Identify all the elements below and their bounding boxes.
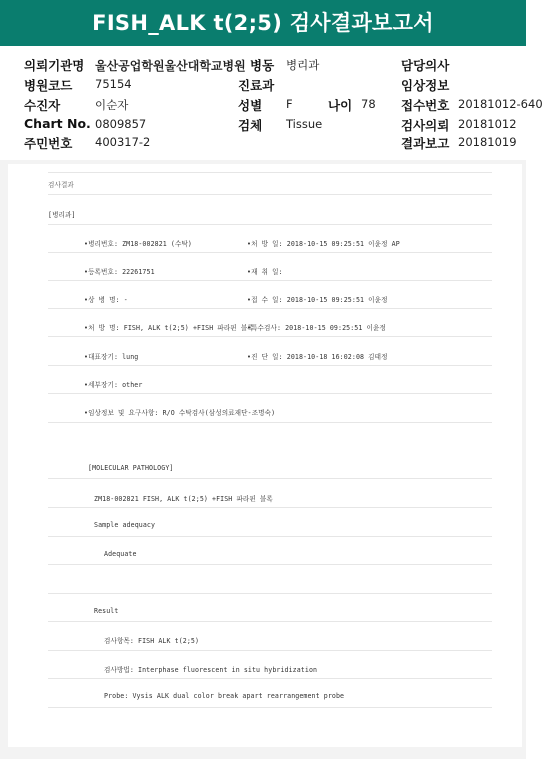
prescription-date: •처 방 일: 2018-10-15 09:25:51 이윤정 AP xyxy=(247,240,400,248)
rrn-value: 400317-2 xyxy=(95,135,151,149)
institution-value: 울산공업학원울산대학교병원 xyxy=(95,59,246,73)
age-label: 나이 xyxy=(328,98,353,113)
probe-description: Probe: Vysis ALK dual color break apart rearrangement probe xyxy=(104,692,345,700)
report-header xyxy=(0,54,543,154)
molecular-case-line: ZM18-002821 FISH, ALK t(2;5) +FISH 파라핀 블록 xyxy=(94,495,273,503)
diagnosis-date: •진 단 일: 2018-10-18 16:02:08 김태정 xyxy=(247,353,388,361)
report-title-banner xyxy=(0,0,526,46)
request-date-value: 20181012 xyxy=(458,117,517,131)
dept-label: 진료과 xyxy=(238,78,275,93)
hospital-code-label: 병원코드 xyxy=(24,78,73,93)
sub-organ: •세부장기: other xyxy=(84,381,143,389)
pathology-number: •병리번호: ZM18-002821 (수탁) xyxy=(84,240,193,248)
rrn-label: 주민번호 xyxy=(24,136,73,151)
registration-number: •등록번호: 22261751 xyxy=(84,268,155,276)
disease-name: •상 병 명: - xyxy=(84,296,128,304)
divider xyxy=(48,194,492,195)
representative-organ: •대표장기: lung xyxy=(84,353,139,361)
sex-value: F xyxy=(286,97,293,111)
molecular-pathology-header: [MOLECULAR PATHOLOGY] xyxy=(88,464,174,472)
divider xyxy=(48,564,492,565)
patient-value: 이순자 xyxy=(95,98,129,112)
divider xyxy=(48,280,492,281)
receipt-no-value: 20181012-640 xyxy=(458,97,543,111)
result-section-label: 검사결과 xyxy=(48,181,74,189)
chart-no-label: Chart No. xyxy=(24,116,91,131)
ward-label: 병동 xyxy=(250,58,275,73)
ward-value: 병리과 xyxy=(286,58,320,72)
scanned-report-page xyxy=(8,164,522,747)
divider xyxy=(48,678,492,679)
divider xyxy=(48,593,492,594)
report-date-label: 결과보고 xyxy=(401,136,450,151)
doctor-label: 담당의사 xyxy=(401,58,450,73)
divider xyxy=(48,422,492,423)
department-tag: [병리과] xyxy=(48,211,76,219)
special-test: •특수검사: 2018-10-15 09:25:51 이윤정 xyxy=(247,324,386,332)
clinical-info-label: 임상정보 xyxy=(401,78,450,93)
specimen-label: 검체 xyxy=(238,118,263,133)
hospital-code-value: 75154 xyxy=(95,77,132,91)
age-value: 78 xyxy=(361,97,376,111)
divider xyxy=(48,224,492,225)
divider xyxy=(48,621,492,622)
test-method: 검사방법: Interphase fluorescent in situ hybridization xyxy=(104,666,318,674)
divider xyxy=(48,536,492,537)
divider xyxy=(48,172,492,173)
request-date-label: 검사의뢰 xyxy=(401,118,450,133)
report-title: FISH_ALK t(2;5) 검사결과보고서 xyxy=(92,11,434,35)
sample-adequacy-label: Sample adequacy xyxy=(94,521,156,529)
order-name: •처 방 명: FISH, ALK t(2;5) +FISH 파라핀 블록 xyxy=(84,324,254,332)
specimen-value: Tissue xyxy=(286,117,323,131)
divider xyxy=(48,308,492,309)
divider xyxy=(48,252,492,253)
divider xyxy=(48,393,492,394)
clinical-requirements: •임상정보 및 요구사항: R/O 수탁검사(삼성의료재단-조명숙) xyxy=(84,409,276,417)
sample-adequacy-value: Adequate xyxy=(104,550,137,558)
result-label: Result xyxy=(94,607,119,615)
test-item: 검사항목: FISH ALK t(2;5) xyxy=(104,637,200,645)
institution-label: 의뢰기관명 xyxy=(24,58,85,73)
patient-label: 수진자 xyxy=(24,98,61,113)
divider xyxy=(48,365,492,366)
divider xyxy=(48,650,492,651)
divider xyxy=(48,336,492,337)
receipt-date: •접 수 일: 2018-10-15 09:25:51 이윤정 xyxy=(247,296,388,304)
divider xyxy=(48,478,492,479)
report-date-value: 20181019 xyxy=(458,135,517,149)
collection-date: •재 취 일: xyxy=(247,268,283,276)
divider xyxy=(48,707,492,708)
receipt-no-label: 접수번호 xyxy=(401,98,450,113)
sex-label: 성별 xyxy=(238,98,263,113)
divider xyxy=(48,507,492,508)
chart-no-value: 0809857 xyxy=(95,117,147,131)
